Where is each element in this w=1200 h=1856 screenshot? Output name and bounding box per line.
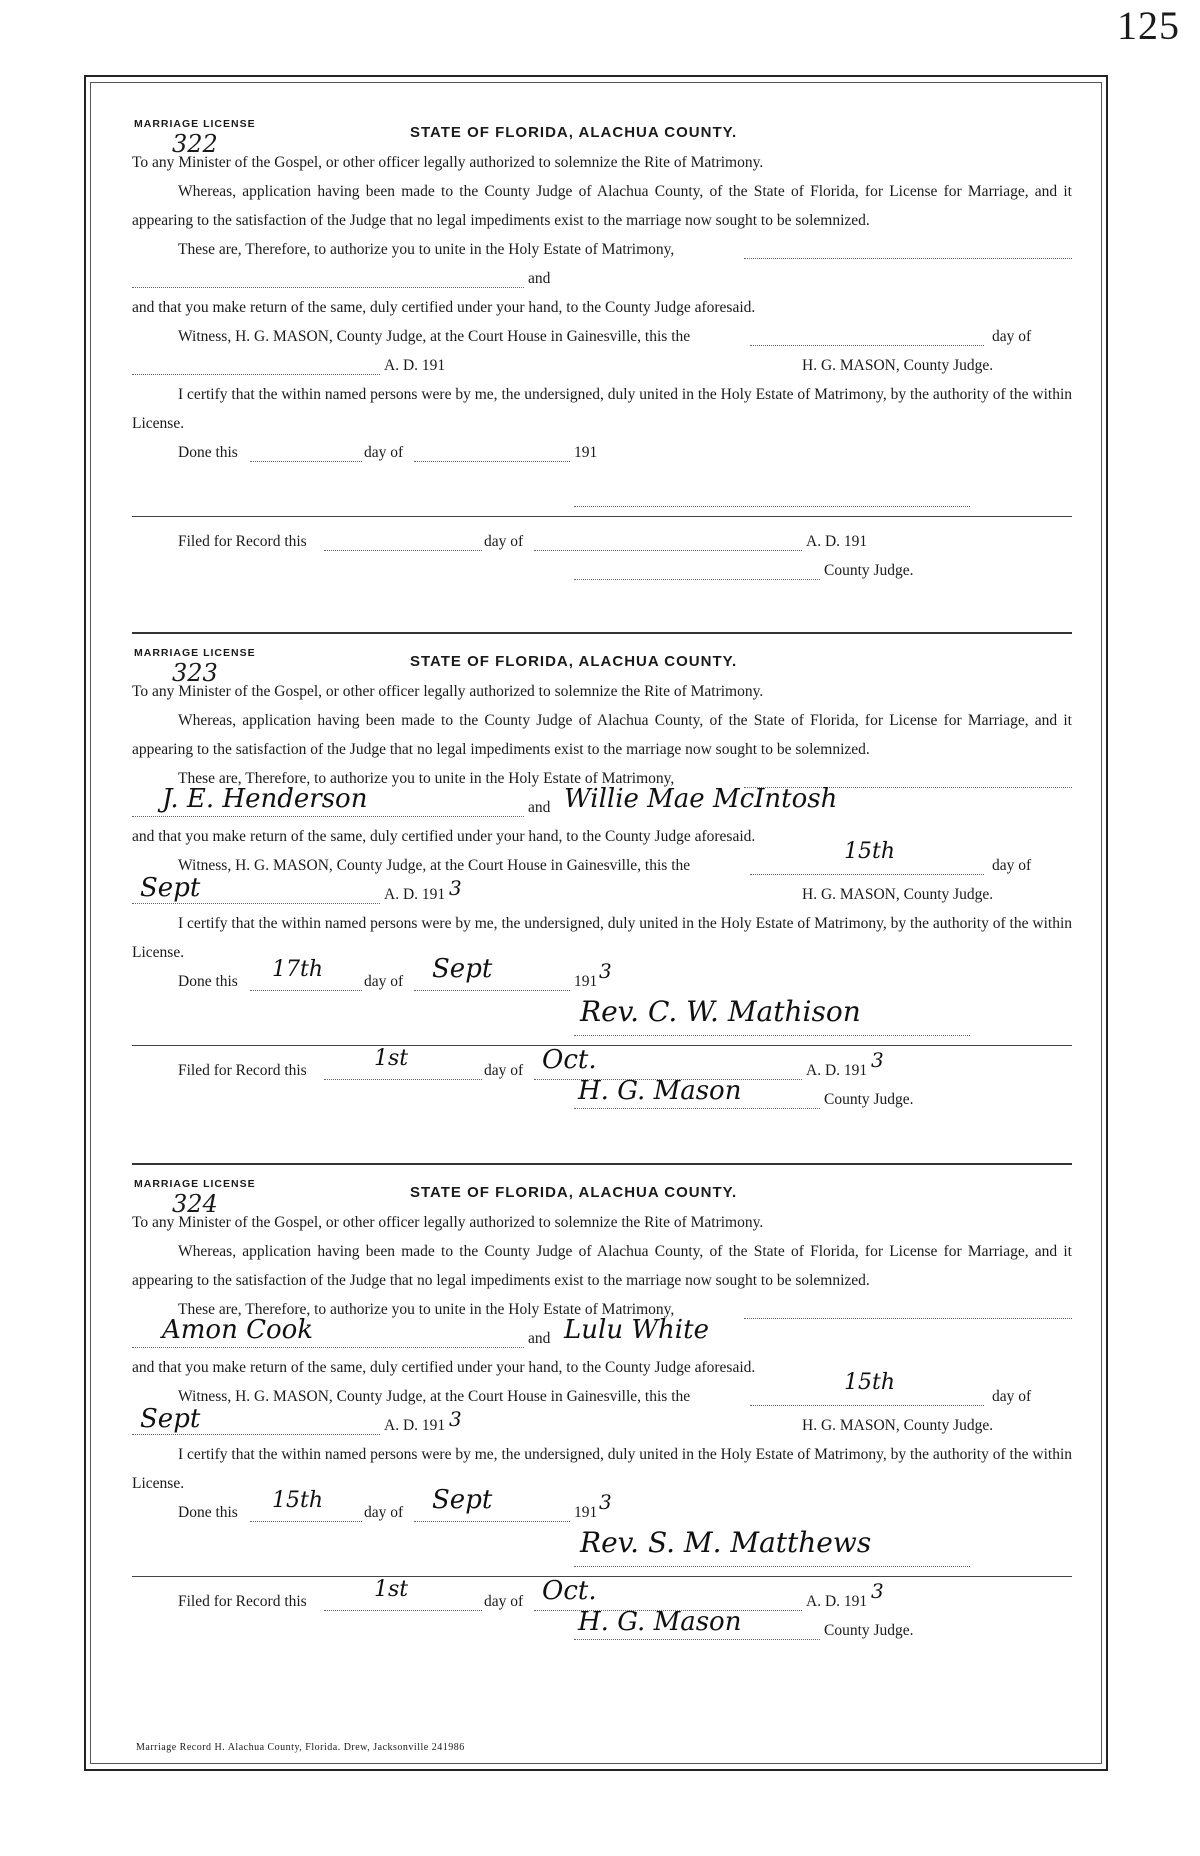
judge-name: H. G. MASON, County Judge. bbox=[802, 1417, 994, 1434]
done-day-of-label: day of bbox=[364, 1504, 404, 1521]
dotted-line bbox=[324, 532, 482, 551]
done-year-digit: 3 bbox=[599, 959, 612, 983]
names-row bbox=[132, 264, 1072, 293]
ad-label: A. D. 191 bbox=[384, 357, 446, 374]
section-separator bbox=[132, 1163, 1072, 1165]
return-row bbox=[132, 822, 1072, 851]
done-day: 17th bbox=[272, 957, 324, 982]
section-separator bbox=[132, 632, 1072, 634]
filed-day: 1st bbox=[374, 1046, 409, 1071]
done-month: Sept bbox=[432, 954, 493, 984]
certify-paragraph: I certify that the within named persons were by me, the undersigned, duly united in the Holy Estate of Matrimony, by the authority of the within License. bbox=[132, 1446, 1072, 1492]
section-divider bbox=[132, 516, 1072, 517]
filed-month: Oct. bbox=[542, 1045, 597, 1075]
and-word: and bbox=[528, 1330, 551, 1347]
officiant-signature: Rev. C. W. Mathison bbox=[580, 995, 861, 1028]
officiant-row bbox=[132, 995, 1072, 1041]
salutation: To any Minister of the Gospel, or other officer legally authorized to solemnize the Rite of Matrimony. bbox=[132, 683, 764, 700]
page-number: 125 bbox=[1117, 3, 1180, 48]
done-year-digit: 3 bbox=[599, 1490, 612, 1514]
names-row bbox=[132, 784, 1072, 822]
return-row bbox=[132, 1353, 1072, 1382]
license-label: MARRIAGE LICENSE bbox=[134, 118, 256, 130]
done-row bbox=[132, 438, 1072, 478]
bride-name: Lulu White bbox=[564, 1315, 709, 1345]
license-section-1 bbox=[132, 118, 1072, 648]
judge-signature: H. G. Mason bbox=[578, 1076, 742, 1106]
done-this-label: Done this bbox=[178, 973, 238, 990]
and-word: and bbox=[528, 799, 551, 816]
filed-year-digit: 3 bbox=[871, 1579, 884, 1603]
license-body bbox=[132, 1208, 1072, 1645]
officiant-row bbox=[132, 1526, 1072, 1572]
done-year-label: 191 bbox=[574, 973, 598, 990]
license-number: 324 bbox=[172, 1190, 218, 1218]
groom-name: J. E. Henderson bbox=[162, 784, 368, 814]
witness-row bbox=[132, 1370, 1072, 1411]
done-day-of-label: day of bbox=[364, 444, 404, 461]
certify-paragraph: I certify that the within named persons were by me, the undersigned, duly united in the Holy Estate of Matrimony, by the authority of the within License. bbox=[132, 386, 1072, 432]
witness-day: 15th bbox=[844, 839, 896, 864]
filed-label: Filed for Record this bbox=[178, 533, 307, 550]
judge-signature: H. G. Mason bbox=[578, 1607, 742, 1637]
day-of-label: day of bbox=[992, 857, 1032, 874]
filed-ad-label: A. D. 191 bbox=[806, 533, 868, 550]
return-row bbox=[132, 293, 1072, 322]
officiant-signature: Rev. S. M. Matthews bbox=[580, 1526, 872, 1559]
ad-label: A. D. 191 bbox=[384, 1417, 446, 1434]
witness-day: 15th bbox=[844, 1370, 896, 1395]
filed-ad-label: A. D. 191 bbox=[806, 1593, 868, 1610]
officiant-line bbox=[574, 488, 970, 507]
names-row bbox=[132, 1315, 1072, 1353]
filed-row bbox=[132, 527, 1072, 556]
filed-day-of-label: day of bbox=[484, 533, 524, 550]
witness-row bbox=[132, 839, 1072, 880]
county-judge-label: County Judge. bbox=[824, 1622, 914, 1639]
done-day-of-label: day of bbox=[364, 973, 404, 990]
license-body bbox=[132, 677, 1072, 1114]
dotted-line bbox=[744, 1300, 1072, 1319]
day-of-label: day of bbox=[992, 1388, 1032, 1405]
state-heading: STATE OF FLORIDA, ALACHUA COUNTY. bbox=[410, 1184, 738, 1201]
footer-imprint: Marriage Record H. Alachua County, Florida. Drew, Jacksonville 241986 bbox=[136, 1742, 465, 1753]
witness-text: Witness, H. G. MASON, County Judge, at the Court House in Gainesville, this the bbox=[178, 857, 691, 874]
witness-year-digit: 3 bbox=[449, 1407, 462, 1431]
whereas-paragraph: Whereas, application having been made to the County Judge of Alachua County, of the State of Florida, for License for Marriage, and it appearing to the satisfaction of the Judge that no legal impediments exist to the marriage now sought to be solemnized. bbox=[132, 183, 1072, 229]
salutation: To any Minister of the Gospel, or other officer legally authorized to solemnize the Rite of Matrimony. bbox=[132, 1214, 764, 1231]
filed-day-of-label: day of bbox=[484, 1062, 524, 1079]
filed-label: Filed for Record this bbox=[178, 1593, 307, 1610]
authorize-text: These are, Therefore, to authorize you to unite in the Holy Estate of Matrimony, bbox=[178, 1301, 675, 1318]
license-label: MARRIAGE LICENSE bbox=[134, 1178, 256, 1190]
license-body bbox=[132, 148, 1072, 585]
witness-year-digit: 3 bbox=[449, 876, 462, 900]
county-judge-row bbox=[132, 556, 1072, 585]
done-this-label: Done this bbox=[178, 1504, 238, 1521]
license-section-2 bbox=[132, 647, 1072, 1177]
officiant-row bbox=[132, 478, 1072, 512]
license-section-3 bbox=[132, 1178, 1072, 1708]
ad-label: A. D. 191 bbox=[384, 886, 446, 903]
filed-month: Oct. bbox=[542, 1576, 597, 1606]
dotted-line bbox=[534, 532, 802, 551]
witness-row bbox=[132, 322, 1072, 351]
done-this-label: Done this bbox=[178, 444, 238, 461]
witness-month: Sept bbox=[140, 1404, 201, 1434]
dotted-line bbox=[750, 327, 984, 346]
done-year-label: 191 bbox=[574, 1504, 598, 1521]
filed-year-digit: 3 bbox=[871, 1048, 884, 1072]
done-year-label: 191 bbox=[574, 444, 598, 461]
witness-text: Witness, H. G. MASON, County Judge, at the Court House in Gainesville, this the bbox=[178, 328, 691, 345]
and-word: and bbox=[528, 270, 551, 287]
state-heading: STATE OF FLORIDA, ALACHUA COUNTY. bbox=[410, 653, 738, 670]
day-of-label: day of bbox=[992, 328, 1032, 345]
judge-name: H. G. MASON, County Judge. bbox=[802, 357, 994, 374]
return-text: and that you make return of the same, duly certified under your hand, to the County Judge aforesaid. bbox=[132, 828, 756, 845]
witness-text: Witness, H. G. MASON, County Judge, at the Court House in Gainesville, this the bbox=[178, 1388, 691, 1405]
certify-paragraph: I certify that the within named persons were by me, the undersigned, duly united in the Holy Estate of Matrimony, by the authority of the within License. bbox=[132, 915, 1072, 961]
filed-day-of-label: day of bbox=[484, 1593, 524, 1610]
authorize-row bbox=[132, 235, 1072, 264]
done-day: 15th bbox=[272, 1488, 324, 1513]
ad-row bbox=[132, 351, 1072, 380]
done-month: Sept bbox=[432, 1485, 493, 1515]
license-number: 323 bbox=[172, 659, 218, 687]
license-number: 322 bbox=[172, 130, 218, 158]
section-divider bbox=[132, 1045, 1072, 1046]
dotted-line bbox=[132, 269, 524, 288]
dotted-line bbox=[574, 561, 820, 580]
county-judge-label: County Judge. bbox=[824, 562, 914, 579]
judge-name: H. G. MASON, County Judge. bbox=[802, 886, 994, 903]
license-label: MARRIAGE LICENSE bbox=[134, 647, 256, 659]
authorize-text: These are, Therefore, to authorize you to unite in the Holy Estate of Matrimony, bbox=[178, 770, 675, 787]
county-judge-row bbox=[132, 1607, 1072, 1645]
ad-row bbox=[132, 873, 1072, 909]
authorize-text: These are, Therefore, to authorize you to unite in the Holy Estate of Matrimony, bbox=[178, 241, 675, 258]
dotted-line bbox=[132, 356, 380, 375]
filed-ad-label: A. D. 191 bbox=[806, 1062, 868, 1079]
filed-day: 1st bbox=[374, 1577, 409, 1602]
filed-label: Filed for Record this bbox=[178, 1062, 307, 1079]
dotted-line bbox=[250, 443, 362, 462]
ad-row bbox=[132, 1404, 1072, 1440]
whereas-paragraph: Whereas, application having been made to the County Judge of Alachua County, of the State of Florida, for License for Marriage, and it appearing to the satisfaction of the Judge that no legal impediments exist to the marriage now sought to be solemnized. bbox=[132, 712, 1072, 758]
bride-name: Willie Mae McIntosh bbox=[564, 784, 838, 814]
witness-month: Sept bbox=[140, 873, 201, 903]
salutation: To any Minister of the Gospel, or other officer legally authorized to solemnize the Rite of Matrimony. bbox=[132, 154, 764, 171]
whereas-paragraph: Whereas, application having been made to the County Judge of Alachua County, of the State of Florida, for License for Marriage, and it appearing to the satisfaction of the Judge that no legal impediments exist to the marriage now sought to be solemnized. bbox=[132, 1243, 1072, 1289]
section-divider bbox=[132, 1576, 1072, 1577]
dotted-line bbox=[414, 443, 570, 462]
county-judge-row bbox=[132, 1076, 1072, 1114]
dotted-line bbox=[744, 240, 1072, 259]
state-heading: STATE OF FLORIDA, ALACHUA COUNTY. bbox=[410, 124, 738, 141]
county-judge-label: County Judge. bbox=[824, 1091, 914, 1108]
return-text: and that you make return of the same, duly certified under your hand, to the County Judge aforesaid. bbox=[132, 299, 756, 316]
groom-name: Amon Cook bbox=[162, 1315, 314, 1345]
return-text: and that you make return of the same, duly certified under your hand, to the County Judge aforesaid. bbox=[132, 1359, 756, 1376]
